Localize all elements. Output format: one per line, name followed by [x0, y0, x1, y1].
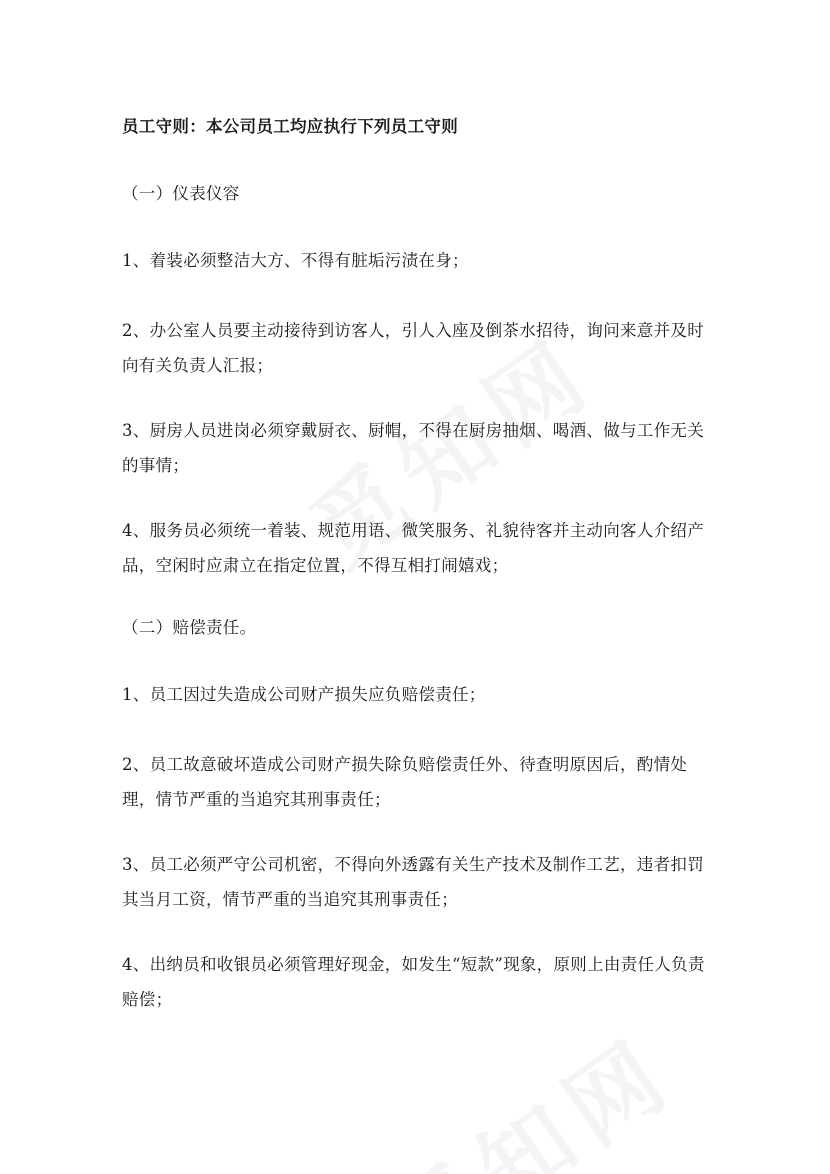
list-item: 3、员工必须严守公司机密，不得向外透露有关生产技术及制作工艺，违者扣罚其当月工资，情节严重的当追究其刑事责任；: [122, 855, 704, 909]
list-item: 1、员工因过失造成公司财产损失应负赔偿责任；: [122, 685, 486, 704]
list-item: 2、员工故意破坏造成公司财产损失除负赔偿责任外、待查明原因后，酌情处理，情节严重的当追究其刑事责任；: [122, 755, 688, 809]
section-heading: （二）赔偿责任。: [122, 618, 257, 637]
document-body: [122, 112, 714, 1047]
section-heading: （一）仪表仪容: [122, 184, 240, 203]
document-title: 员工守则：本公司员工均应执行下列员工守则: [122, 117, 458, 136]
list-item: 3、厨房人员进岗必须穿戴厨衣、厨帽，不得在厨房抽烟、喝酒、做与工作无关的事情；: [122, 421, 704, 475]
list-item: 4、出纳员和收银员必须管理好现金，如发生“短款”现象，原则上由责任人负责赔偿；: [122, 955, 705, 1009]
list-item: 2、办公室人员要主动接待到访客人，引人入座及倒茶水招待，询问来意并及时向有关负责人汇报；: [122, 321, 704, 375]
list-item: 4、服务员必须统一着装、规范用语、微笑服务、礼貌待客并主动向客人介绍产品，空闲时应肃立在指定位置，不得互相打闹嬉戏；: [122, 521, 704, 575]
list-item: 1、着装必须整洁大方、不得有脏垢污渍在身；: [122, 251, 469, 270]
